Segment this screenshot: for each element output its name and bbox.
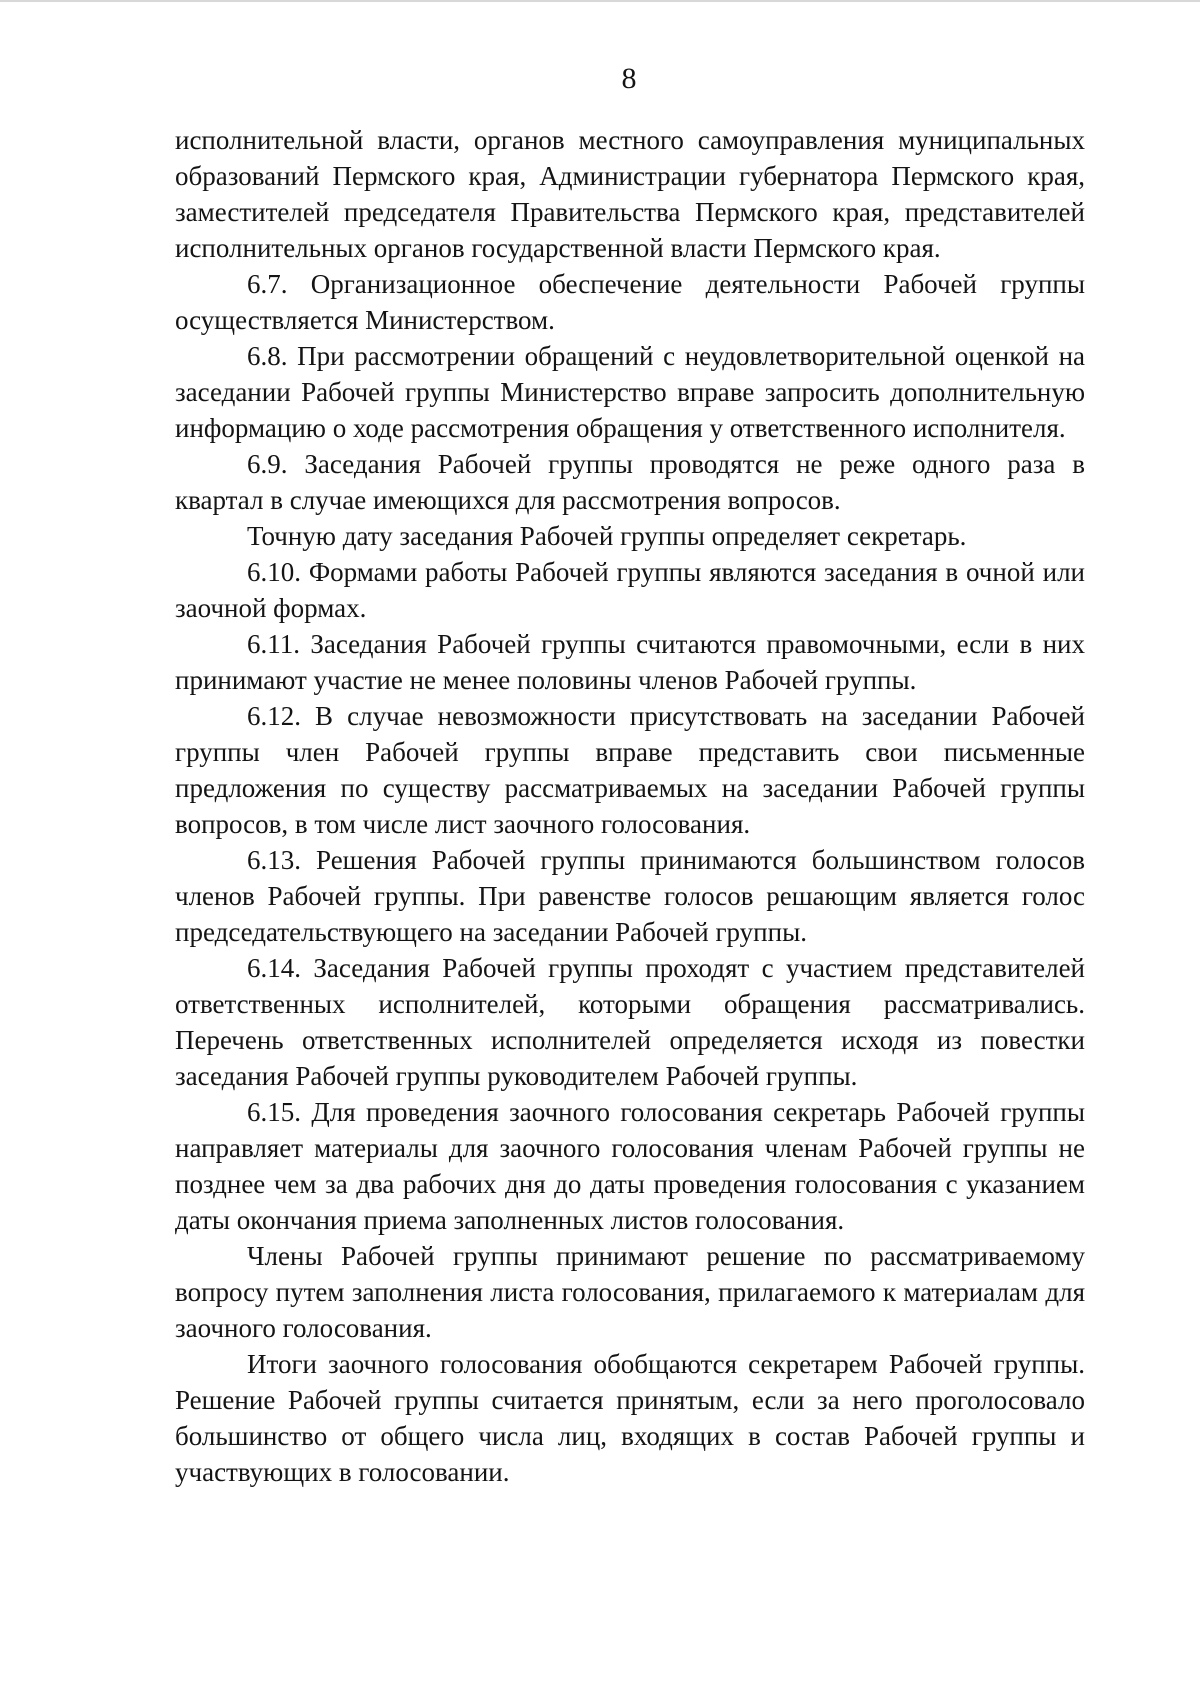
paragraph-6-13: 6.13. Решения Рабочей группы принимаются большинством голосов членов Рабочей группы. При равенстве голосов решающим является голос председательствующего на заседании Рабочей группы. [175, 845, 1085, 947]
scan-edge-line [0, 0, 1200, 2]
paragraph-6-9: 6.9. Заседания Рабочей группы проводятся не реже одного раза в квартал в случае имеющихся для рассмотрения вопросов. [175, 449, 1085, 515]
paragraph-6-7: 6.7. Организационное обеспечение деятельности Рабочей группы осуществляется Министерством. [175, 269, 1085, 335]
paragraph-continuation: исполнительной власти, органов местного самоуправления муниципальных образований Пермского края, Администрации губернатора Пермского края, заместителей председателя Правительства Пермского края, представителей исполнительных органов государственной власти Пермского края. [175, 125, 1085, 263]
paragraph-6-10: 6.10. Формами работы Рабочей группы являются заседания в очной или заочной формах. [175, 557, 1085, 623]
paragraph-6-15: 6.15. Для проведения заочного голосования секретарь Рабочей группы направляет материалы для заочного голосования членам Рабочей группы не позднее чем за два рабочих дня до даты проведения голосования с указанием даты окончания приема заполненных листов голосования. [175, 1097, 1085, 1235]
paragraph-meeting-date: Точную дату заседания Рабочей группы определяет секретарь. [247, 521, 967, 551]
paragraph-6-14: 6.14. Заседания Рабочей группы проходят с участием представителей ответственных исполнителей, которыми обращения рассматривались. Перечень ответственных исполнителей определяется исходя из повестки заседания Рабочей группы руководителем Рабочей группы. [175, 953, 1085, 1091]
paragraph-members-decision: Члены Рабочей группы принимают решение по рассматриваемому вопросу путем заполнения листа голосования, прилагаемого к материалам для заочного голосования. [175, 1241, 1085, 1343]
document-body [175, 122, 1085, 1490]
paragraph-6-11: 6.11. Заседания Рабочей группы считаются правомочными, если в них принимают участие не менее половины членов Рабочей группы. [175, 629, 1085, 695]
paragraph-6-12: 6.12. В случае невозможности присутствовать на заседании Рабочей группы член Рабочей группы вправе представить свои письменные предложения по существу рассматриваемых на заседании Рабочей группы вопросов, в том числе лист заочного голосования. [175, 701, 1085, 839]
paragraph-voting-results: Итоги заочного голосования обобщаются секретарем Рабочей группы. Решение Рабочей группы считается принятым, если за него проголосовало большинство от общего числа лиц, входящих в состав Рабочей группы и участвующих в голосовании. [175, 1349, 1085, 1487]
page-number: 8 [621, 62, 637, 95]
paragraph-6-8: 6.8. При рассмотрении обращений с неудовлетворительной оценкой на заседании Рабочей группы Министерство вправе запросить дополнительную информацию о ходе рассмотрения обращения у ответственного исполнителя. [175, 341, 1085, 443]
